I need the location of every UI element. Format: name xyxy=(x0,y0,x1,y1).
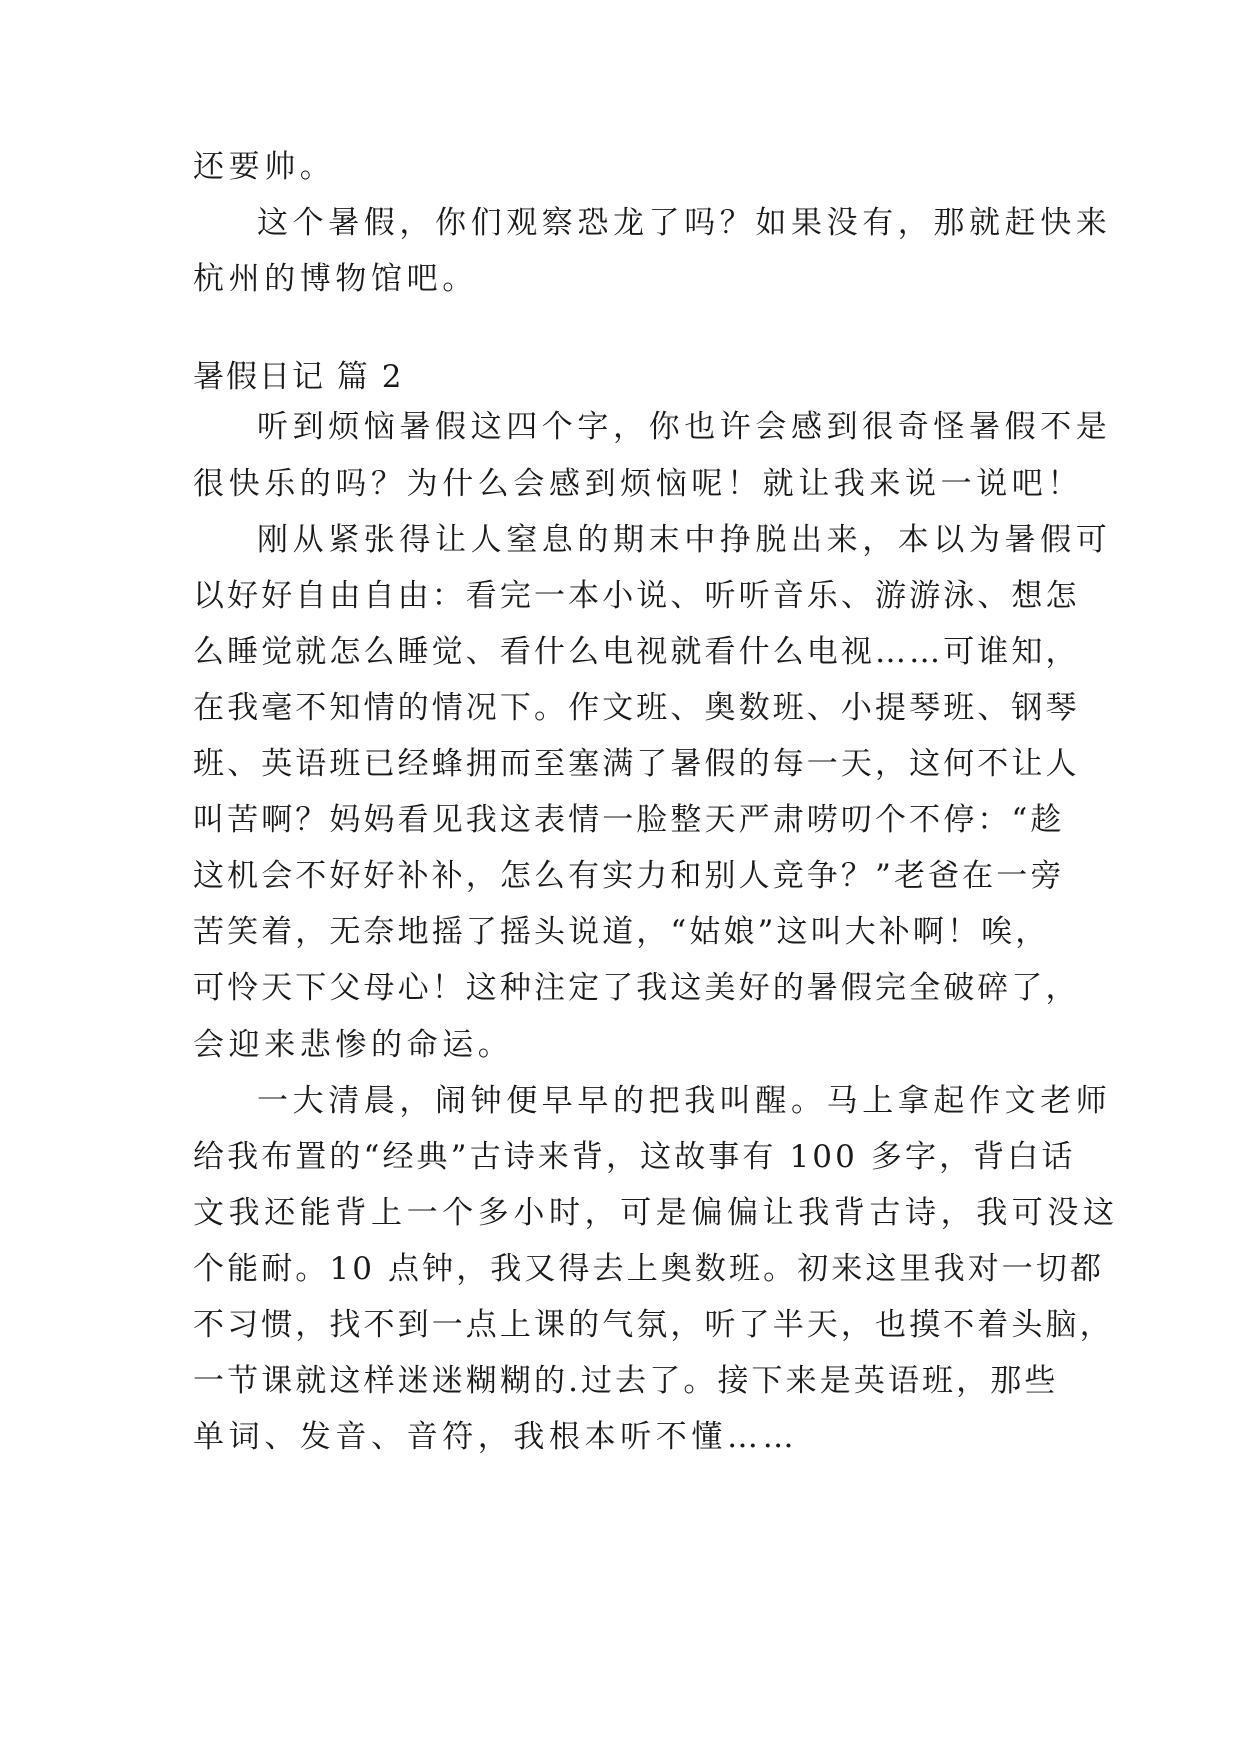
text-line: 听到烦恼暑假这四个字，你也许会感到很奇怪暑假不是 xyxy=(257,409,1112,445)
text-line: 一大清晨，闹钟便早早的把我叫醒。马上拿起作文老师 xyxy=(257,1083,1112,1119)
text-line: 以好好自由自由：看完一本小说、听听音乐、游游泳、想怎 xyxy=(193,578,1080,614)
text-line: 很快乐的吗？为什么会感到烦恼呢！就让我来说一说吧！ xyxy=(193,466,1083,502)
text-line: 杭州的博物馆吧。 xyxy=(193,261,478,297)
text-line: 文我还能背上一个多小时，可是偏偏让我背古诗，我可没这 xyxy=(193,1195,1119,1231)
text-line: 还要帅。 xyxy=(193,149,336,185)
text-line: 一节课就这样迷迷糊糊的.过去了。接下来是英语班，那些 xyxy=(193,1363,1059,1399)
text-line: 可怜天下父母心！这种注定了我这美好的暑假完全破碎了， xyxy=(193,970,1080,1006)
text-line: 在我毫不知情的情况下。作文班、奥数班、小提琴班、钢琴 xyxy=(193,690,1080,726)
text-line: 个能耐。10 点钟，我又得去上奥数班。初来这里我对一切都 xyxy=(193,1251,1105,1287)
text-line: 叫苦啊？妈妈看见我这表情一脸整天严肃唠叨个不停：“趁 xyxy=(193,802,1065,838)
text-line: 给我布置的“经典”古诗来背，这故事有 100 多字，背白话 xyxy=(193,1139,1076,1175)
text-line: 么睡觉就怎么睡觉、看什么电视就看什么电视……可谁知， xyxy=(193,634,1080,670)
text-line: 不习惯，找不到一点上课的气氛，听了半天，也摸不着头脑， xyxy=(193,1307,1114,1343)
text-line: 刚从紧张得让人窒息的期末中挣脱出来，本以为暑假可 xyxy=(257,522,1112,558)
section-title: 暑假日记 篇 2 xyxy=(193,359,404,395)
text-line: 苦笑着，无奈地摇了摇头说道，“姑娘”这叫大补啊！唉， xyxy=(193,914,1050,950)
text-line: 单词、发音、音符，我根本听不懂…… xyxy=(193,1419,799,1455)
text-line: 这机会不好好补补，怎么有实力和别人竞争？”老爸在一旁 xyxy=(193,858,1065,894)
text-line: 这个暑假，你们观察恐龙了吗？如果没有，那就赶快来 xyxy=(257,205,1112,241)
text-line: 会迎来悲惨的命运。 xyxy=(193,1027,514,1063)
text-line: 班、英语班已经蜂拥而至塞满了暑假的每一天，这何不让人 xyxy=(193,746,1080,782)
